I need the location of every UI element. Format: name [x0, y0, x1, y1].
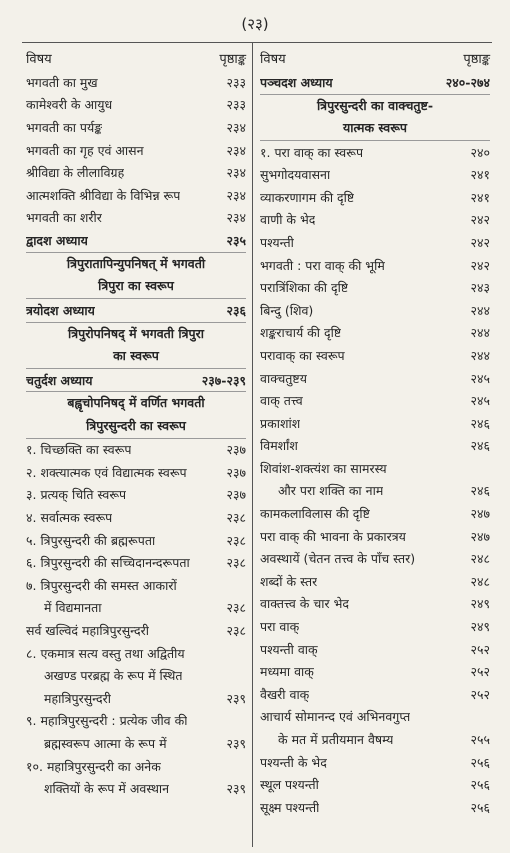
- entry-page: २४६: [470, 483, 490, 499]
- toc-entry: [26, 755, 246, 778]
- entry-title: वाक्तत्त्व के चार भेद: [260, 596, 350, 612]
- toc-entry: [26, 161, 246, 184]
- entry-page: २३४: [226, 210, 246, 226]
- entry-title: परात्रिंशिका की दृष्टि: [260, 280, 349, 296]
- toc-entry: [260, 389, 490, 412]
- entry-page: २४१: [470, 189, 490, 205]
- entry-title: शिवांश-शक्त्यंश का सामरस्य: [260, 460, 387, 476]
- entry-title: भगवती का गृह एवं आसन: [26, 142, 144, 158]
- toc-entry: [260, 367, 490, 390]
- entry-title: भगवती का मुख: [26, 74, 98, 90]
- entry-title: भगवती का शरीर: [26, 210, 102, 226]
- entry-title: चतुर्दश अध्याय: [26, 372, 93, 388]
- entry-title: श्रीविद्या के लीलाविग्रह: [26, 165, 125, 181]
- section-title: त्रिपुरोपनिषद् में भगवती त्रिपुरा: [68, 325, 204, 341]
- entry-title: ५. त्रिपुरसुन्दरी की ब्रह्मरूपता: [26, 532, 156, 548]
- entry-title: ८. एकमात्र सत्य वस्तु तथा अद्वितीय: [26, 645, 185, 661]
- right-header: [260, 44, 490, 71]
- chapter-entry: [26, 369, 246, 393]
- left-entries: [26, 71, 246, 800]
- entry-title: शक्तियों के रूप में अवस्थान: [44, 781, 170, 797]
- toc-entry: [26, 777, 246, 800]
- entry-page: २४८: [470, 551, 490, 567]
- toc-entry: [26, 642, 246, 665]
- toc-entry: [260, 773, 490, 796]
- column-divider: [252, 42, 253, 847]
- entry-page: २४६: [470, 415, 490, 431]
- section-title: का स्वरूप: [26, 345, 246, 369]
- entry-title: पञ्चदश अध्याय: [260, 74, 333, 90]
- entry-page: २४६: [470, 438, 490, 454]
- entry-title: परावाक् का स्वरूप: [260, 347, 345, 363]
- toc-entry: [260, 457, 490, 480]
- entry-page: २३३: [226, 97, 246, 113]
- entry-title: मध्यमा वाक्: [260, 664, 314, 680]
- entry-page: २४१: [470, 167, 490, 183]
- entry-title: वाणी के भेद: [260, 212, 316, 228]
- entry-title: पश्यन्ती वाक्: [260, 641, 318, 657]
- entry-title: परा वाक्: [260, 619, 300, 635]
- toc-entry: [260, 728, 490, 751]
- entry-title: में विद्यमानता: [44, 600, 102, 616]
- toc-entry: [260, 706, 490, 729]
- toc-entry: [260, 502, 490, 525]
- entry-page: २३९: [226, 736, 246, 752]
- toc-entry: [260, 615, 490, 638]
- entry-page: २५६: [470, 754, 490, 770]
- entry-page: २३८: [226, 623, 246, 639]
- entry-page: २४८: [470, 573, 490, 589]
- entry-page: २५२: [470, 664, 490, 680]
- entry-title: महात्रिपुरसुन्दरी: [44, 690, 112, 706]
- page-number: (२३): [241, 15, 269, 33]
- section-title: त्रिपुरातापिन्युपनिषत् में भगवती: [66, 255, 206, 271]
- subject-heading: विषय: [260, 51, 286, 67]
- entry-title: शब्दों के स्तर: [260, 573, 318, 589]
- entry-title: ९. महात्रिपुरसुन्दरी : प्रत्येक जीव की: [26, 713, 188, 729]
- entry-page: २५६: [470, 777, 490, 793]
- toc-entry: [260, 683, 490, 706]
- toc-entry: [260, 796, 490, 819]
- section-title: त्रिपुरा का स्वरूप: [26, 275, 246, 299]
- entry-page: २३७: [226, 442, 246, 458]
- toc-entry: [260, 570, 490, 593]
- entry-page: २५२: [470, 686, 490, 702]
- subject-heading: विषय: [26, 51, 52, 67]
- page-heading: पृष्ठाङ्क: [463, 51, 490, 67]
- toc-entry: [260, 638, 490, 661]
- entry-title: सुभगोदयवासना: [260, 167, 331, 183]
- entry-page: २३७: [226, 464, 246, 480]
- chapter-entry: [26, 229, 246, 253]
- entry-title: बिन्दु (शिव): [260, 302, 314, 318]
- entry-page: २४०: [470, 144, 490, 160]
- entry-title: २. शक्त्यात्मक एवं विद्यात्मक स्वरूप: [26, 464, 187, 480]
- entry-title: स्थूल पश्यन्ती: [260, 777, 319, 793]
- page-heading: पृष्ठाङ्क: [219, 51, 246, 67]
- entry-title: भगवती : परा वाक् की भूमि: [260, 257, 385, 273]
- entry-title: त्रयोदश अध्याय: [26, 302, 95, 318]
- entry-page: २४५: [470, 393, 490, 409]
- entry-title: सूक्ष्म पश्यन्ती: [260, 799, 320, 815]
- entry-page: २३८: [226, 555, 246, 571]
- entry-title: सर्व खल्विदं महात्रिपुरसुन्दरी: [26, 623, 150, 639]
- entry-title: और परा शक्ति का नाम: [278, 483, 384, 499]
- entry-title: आत्मशक्ति श्रीविद्या के विभिन्न रूप: [26, 187, 181, 203]
- entry-title: पश्यन्ती के भेद: [260, 754, 327, 770]
- chapter-entry: [260, 71, 490, 95]
- entry-title: वाक्चतुष्टय: [260, 370, 307, 386]
- entry-title: ब्रह्मस्वरूप आत्मा के रूप में: [44, 736, 167, 752]
- section-title: त्रिपुरसुन्दरी का स्वरूप: [26, 415, 246, 439]
- entry-title: परा वाक् की भावना के प्रकारत्रय: [260, 528, 406, 544]
- entry-page: २३७: [226, 487, 246, 503]
- toc-entry: [26, 529, 246, 552]
- entry-page: २३९: [226, 781, 246, 797]
- toc-entry: [26, 619, 246, 642]
- toc-entry: [260, 480, 490, 503]
- entry-page: २३४: [226, 187, 246, 203]
- toc-entry: [26, 597, 246, 620]
- entry-page: २४९: [470, 619, 490, 635]
- toc-entry: [260, 525, 490, 548]
- toc-entry: [26, 461, 246, 484]
- toc-entry: [26, 710, 246, 733]
- right-column: [260, 44, 490, 819]
- entry-title: शङ्कराचार्य की दृष्टि: [260, 325, 342, 341]
- toc-entry: [260, 412, 490, 435]
- entry-title: भगवती का पर्यङ्क: [26, 119, 103, 135]
- entry-title: द्वादश अध्याय: [26, 232, 88, 248]
- toc-entry: [26, 439, 246, 462]
- toc-entry: [26, 551, 246, 574]
- toc-entry: [260, 322, 490, 345]
- toc-entry: [260, 186, 490, 209]
- entry-page: २३५: [226, 232, 246, 248]
- left-header: [26, 44, 246, 71]
- entry-title: पश्यन्ती: [260, 234, 294, 250]
- entry-title: कामेश्वरी के आयुध: [26, 97, 113, 113]
- toc-entry: [26, 506, 246, 529]
- toc-entry: [26, 71, 246, 94]
- entry-title: वाक् तत्त्व: [260, 393, 303, 409]
- toc-entry: [260, 751, 490, 774]
- toc-entry: [26, 139, 246, 162]
- entry-page: २३८: [226, 510, 246, 526]
- toc-entry: [260, 435, 490, 458]
- toc-entry: [26, 94, 246, 117]
- entry-page: २४३: [470, 280, 490, 296]
- entry-page: २४२: [470, 257, 490, 273]
- toc-entry: [26, 687, 246, 710]
- entry-title: प्रकाशांश: [260, 415, 301, 431]
- entry-title: ६. त्रिपुरसुन्दरी की सच्चिदानन्दरूपता: [26, 555, 190, 571]
- entry-title: वैखरी वाक्: [260, 686, 310, 702]
- entry-title: अखण्ड परब्रह्म के रूप में स्थित: [44, 668, 183, 684]
- toc-entry: [260, 209, 490, 232]
- toc-entry: [260, 231, 490, 254]
- entry-page: २३८: [226, 600, 246, 616]
- entry-title: ७. त्रिपुरसुन्दरी की समस्त आकारों: [26, 577, 177, 593]
- entry-page: २५६: [470, 799, 490, 815]
- toc-entry: [260, 344, 490, 367]
- entry-page: २५५: [470, 732, 490, 748]
- entry-title: ३. प्रत्यक् चिति स्वरूप: [26, 487, 127, 503]
- entry-page: २३४: [226, 165, 246, 181]
- toc-entry: [26, 574, 246, 597]
- toc-entry: [260, 163, 490, 186]
- entry-page: २४४: [470, 347, 490, 363]
- entry-page: २४५: [470, 370, 490, 386]
- toc-entry: [260, 254, 490, 277]
- entry-title: विमर्शांश: [260, 438, 298, 454]
- toc-entry: [26, 484, 246, 507]
- entry-page: २४९: [470, 596, 490, 612]
- right-entries: [260, 71, 490, 819]
- entry-page: २४७: [470, 528, 490, 544]
- toc-entry: [260, 276, 490, 299]
- toc-entry: [26, 207, 246, 230]
- toc-entry: [26, 116, 246, 139]
- entry-title: १०. महात्रिपुरसुन्दरी का अनेक: [26, 758, 161, 774]
- entry-page: २४०-२७४: [445, 74, 490, 90]
- toc-entry: [26, 732, 246, 755]
- section-title: बह्वृचोपनिषद् में वर्णित भगवती: [67, 395, 205, 411]
- entry-page: २३९: [226, 690, 246, 706]
- toc-entry: [260, 299, 490, 322]
- entry-page: २४२: [470, 212, 490, 228]
- left-column: [26, 44, 246, 800]
- entry-title: ४. सर्वात्मक स्वरूप: [26, 510, 113, 526]
- toc-entry: [260, 547, 490, 570]
- section-title: त्रिपुरसुन्दरी का वाक्चतुष्ट-: [316, 97, 434, 113]
- entry-page: २४४: [470, 302, 490, 318]
- entry-page: २३४: [226, 142, 246, 158]
- entry-title: कामकलाविलास की दृष्टि: [260, 506, 370, 522]
- section-title: यात्मक स्वरूप: [260, 117, 490, 141]
- entry-title: १. चिच्छक्ति का स्वरूप: [26, 442, 132, 458]
- entry-title: १. परा वाक् का स्वरूप: [260, 144, 364, 160]
- entry-page: २४७: [470, 506, 490, 522]
- entry-title: के मत में प्रतीयमान वैषम्य: [278, 732, 394, 748]
- top-rule: [22, 42, 492, 43]
- entry-page: २४४: [470, 325, 490, 341]
- toc-entry: [260, 593, 490, 616]
- toc-entry: [26, 184, 246, 207]
- entry-title: व्याकरणागम की दृष्टि: [260, 189, 355, 205]
- toc-entry: [26, 664, 246, 687]
- entry-title: आचार्य सोमानन्द एवं अभिनवगुप्त: [260, 709, 411, 725]
- toc-entry: [260, 141, 490, 164]
- entry-page: २३८: [226, 532, 246, 548]
- chapter-entry: [26, 299, 246, 323]
- entry-page: २३४: [226, 119, 246, 135]
- entry-title: अवस्थायें (चेतन तत्त्व के पाँच स्तर): [260, 551, 416, 567]
- entry-page: २३७-२३९: [201, 372, 246, 388]
- entry-page: २३३: [226, 74, 246, 90]
- entry-page: २४२: [470, 234, 490, 250]
- toc-entry: [260, 660, 490, 683]
- entry-page: २३६: [226, 302, 246, 318]
- entry-page: २५२: [470, 641, 490, 657]
